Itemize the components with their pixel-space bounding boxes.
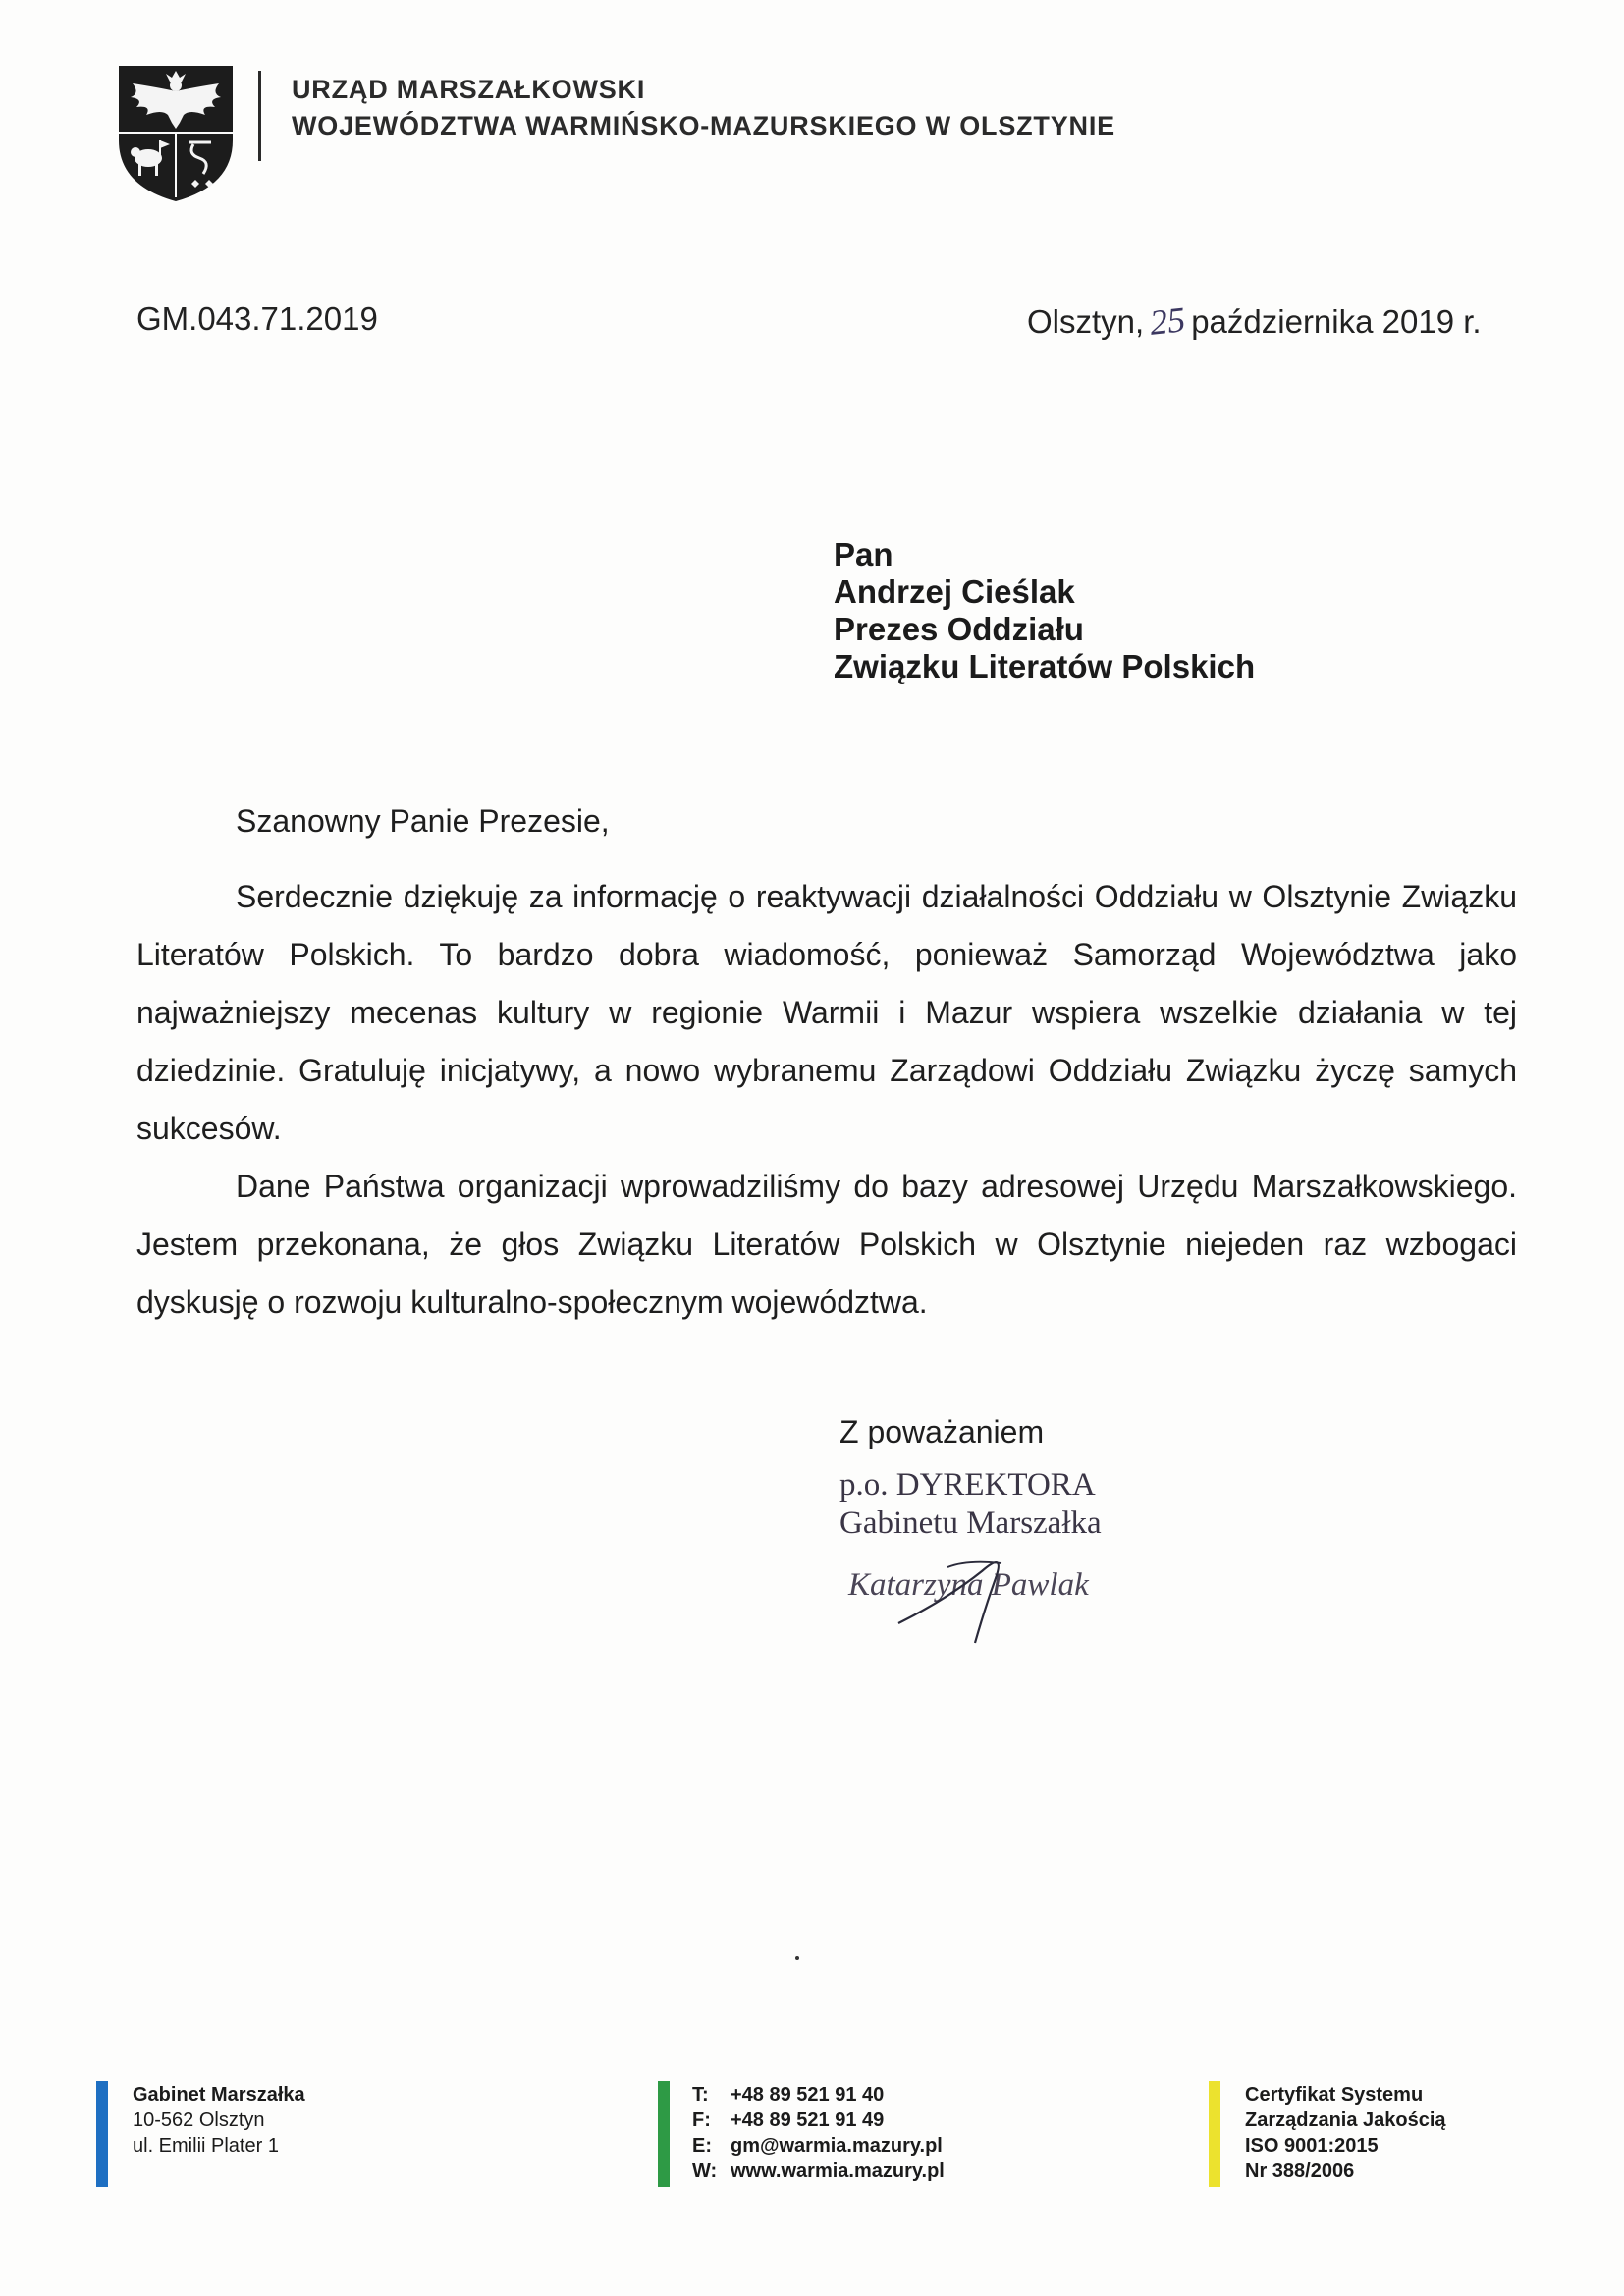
stamp-line2: Gabinetu Marszałka [839, 1505, 1102, 1541]
header-divider [258, 71, 261, 161]
letter-closing: Z poważaniem [839, 1414, 1045, 1449]
stamp-line1: p.o. DYREKTORA [839, 1467, 1096, 1503]
coat-of-arms-icon [117, 64, 235, 203]
addressee-position: Prezes Oddziału [834, 611, 1084, 647]
letter-paragraph: Dane Państwa organizacji wprowadziliśmy do bazy adresowej Urzędu Marszałkowskiego. Jestem przekonana, że głos Związku Literatów Polskich w Olsztynie niejeden raz wzbogaci dyskusję o rozwoju kulturalno-społecznym województwa. [136, 1169, 1517, 1320]
contact-fax: F: +48 89 521 91 49 [692, 2109, 885, 2131]
certificate-line4: Nr 388/2006 [1245, 2160, 1355, 2182]
footer-contact-bar [658, 2081, 670, 2187]
certificate-line3: ISO 9001:2015 [1245, 2135, 1379, 2157]
place-date [1027, 301, 1482, 342]
letter-paragraph: Serdecznie dziękuję za informację o reaktywacji działalności Oddziału w Olsztynie Związku Literatów Polskich. To bardzo dobra wiadomość, ponieważ Samorząd Województwa jako najważniejszy mecenas kultury w regionie Warmii i Mazur wspiera wszelkie działania w tej dziedzinie. Gratuluję inicjatywy, a nowo wybranemu Zarządowi Oddziału Związku życzę samych sukcesów. [136, 879, 1517, 1146]
addressee-name: Andrzej Cieślak [834, 574, 1075, 610]
stamp-name: Katarzyna Pawlak [848, 1567, 1089, 1603]
contact-phone: T: +48 89 521 91 40 [692, 2084, 885, 2105]
addressee-organization: Związku Literatów Polskich [834, 648, 1256, 684]
footer-certificate [1245, 2082, 1446, 2184]
certificate-line2: Zarządzania Jakością [1245, 2109, 1446, 2131]
institution-name-line2: WOJEWÓDZTWA WARMIŃSKO-MAZURSKIEGO W OLSZTYNIE [292, 111, 1115, 140]
handwritten-signature [889, 1520, 1085, 1648]
footer-office-bar [96, 2081, 108, 2187]
footer-office [133, 2082, 305, 2159]
office-postal: 10-562 Olsztyn [133, 2109, 265, 2131]
letter-greeting: Szanowny Panie Prezesie, [236, 803, 610, 839]
scan-speck [795, 1956, 799, 1960]
case-number: GM.043.71.2019 [136, 301, 378, 337]
certificate-line1: Certyfikat Systemu [1245, 2084, 1424, 2105]
office-street: ul. Emilii Plater 1 [133, 2135, 279, 2157]
footer-certificate-bar [1209, 2081, 1220, 2187]
date-rest: października 2019 r. [1191, 303, 1482, 340]
addressee-title: Pan [834, 536, 893, 573]
office-name: Gabinet Marszałka [133, 2084, 305, 2105]
date-place: Olsztyn, [1027, 303, 1145, 340]
contact-website[interactable]: W: www.warmia.mazury.pl [692, 2160, 945, 2182]
contact-email[interactable]: E: gm@warmia.mazury.pl [692, 2135, 943, 2157]
handwritten-day: 25 [1148, 300, 1188, 343]
institution-name-line1: URZĄD MARSZAŁKOWSKI [292, 75, 646, 104]
footer-contact [692, 2082, 945, 2184]
